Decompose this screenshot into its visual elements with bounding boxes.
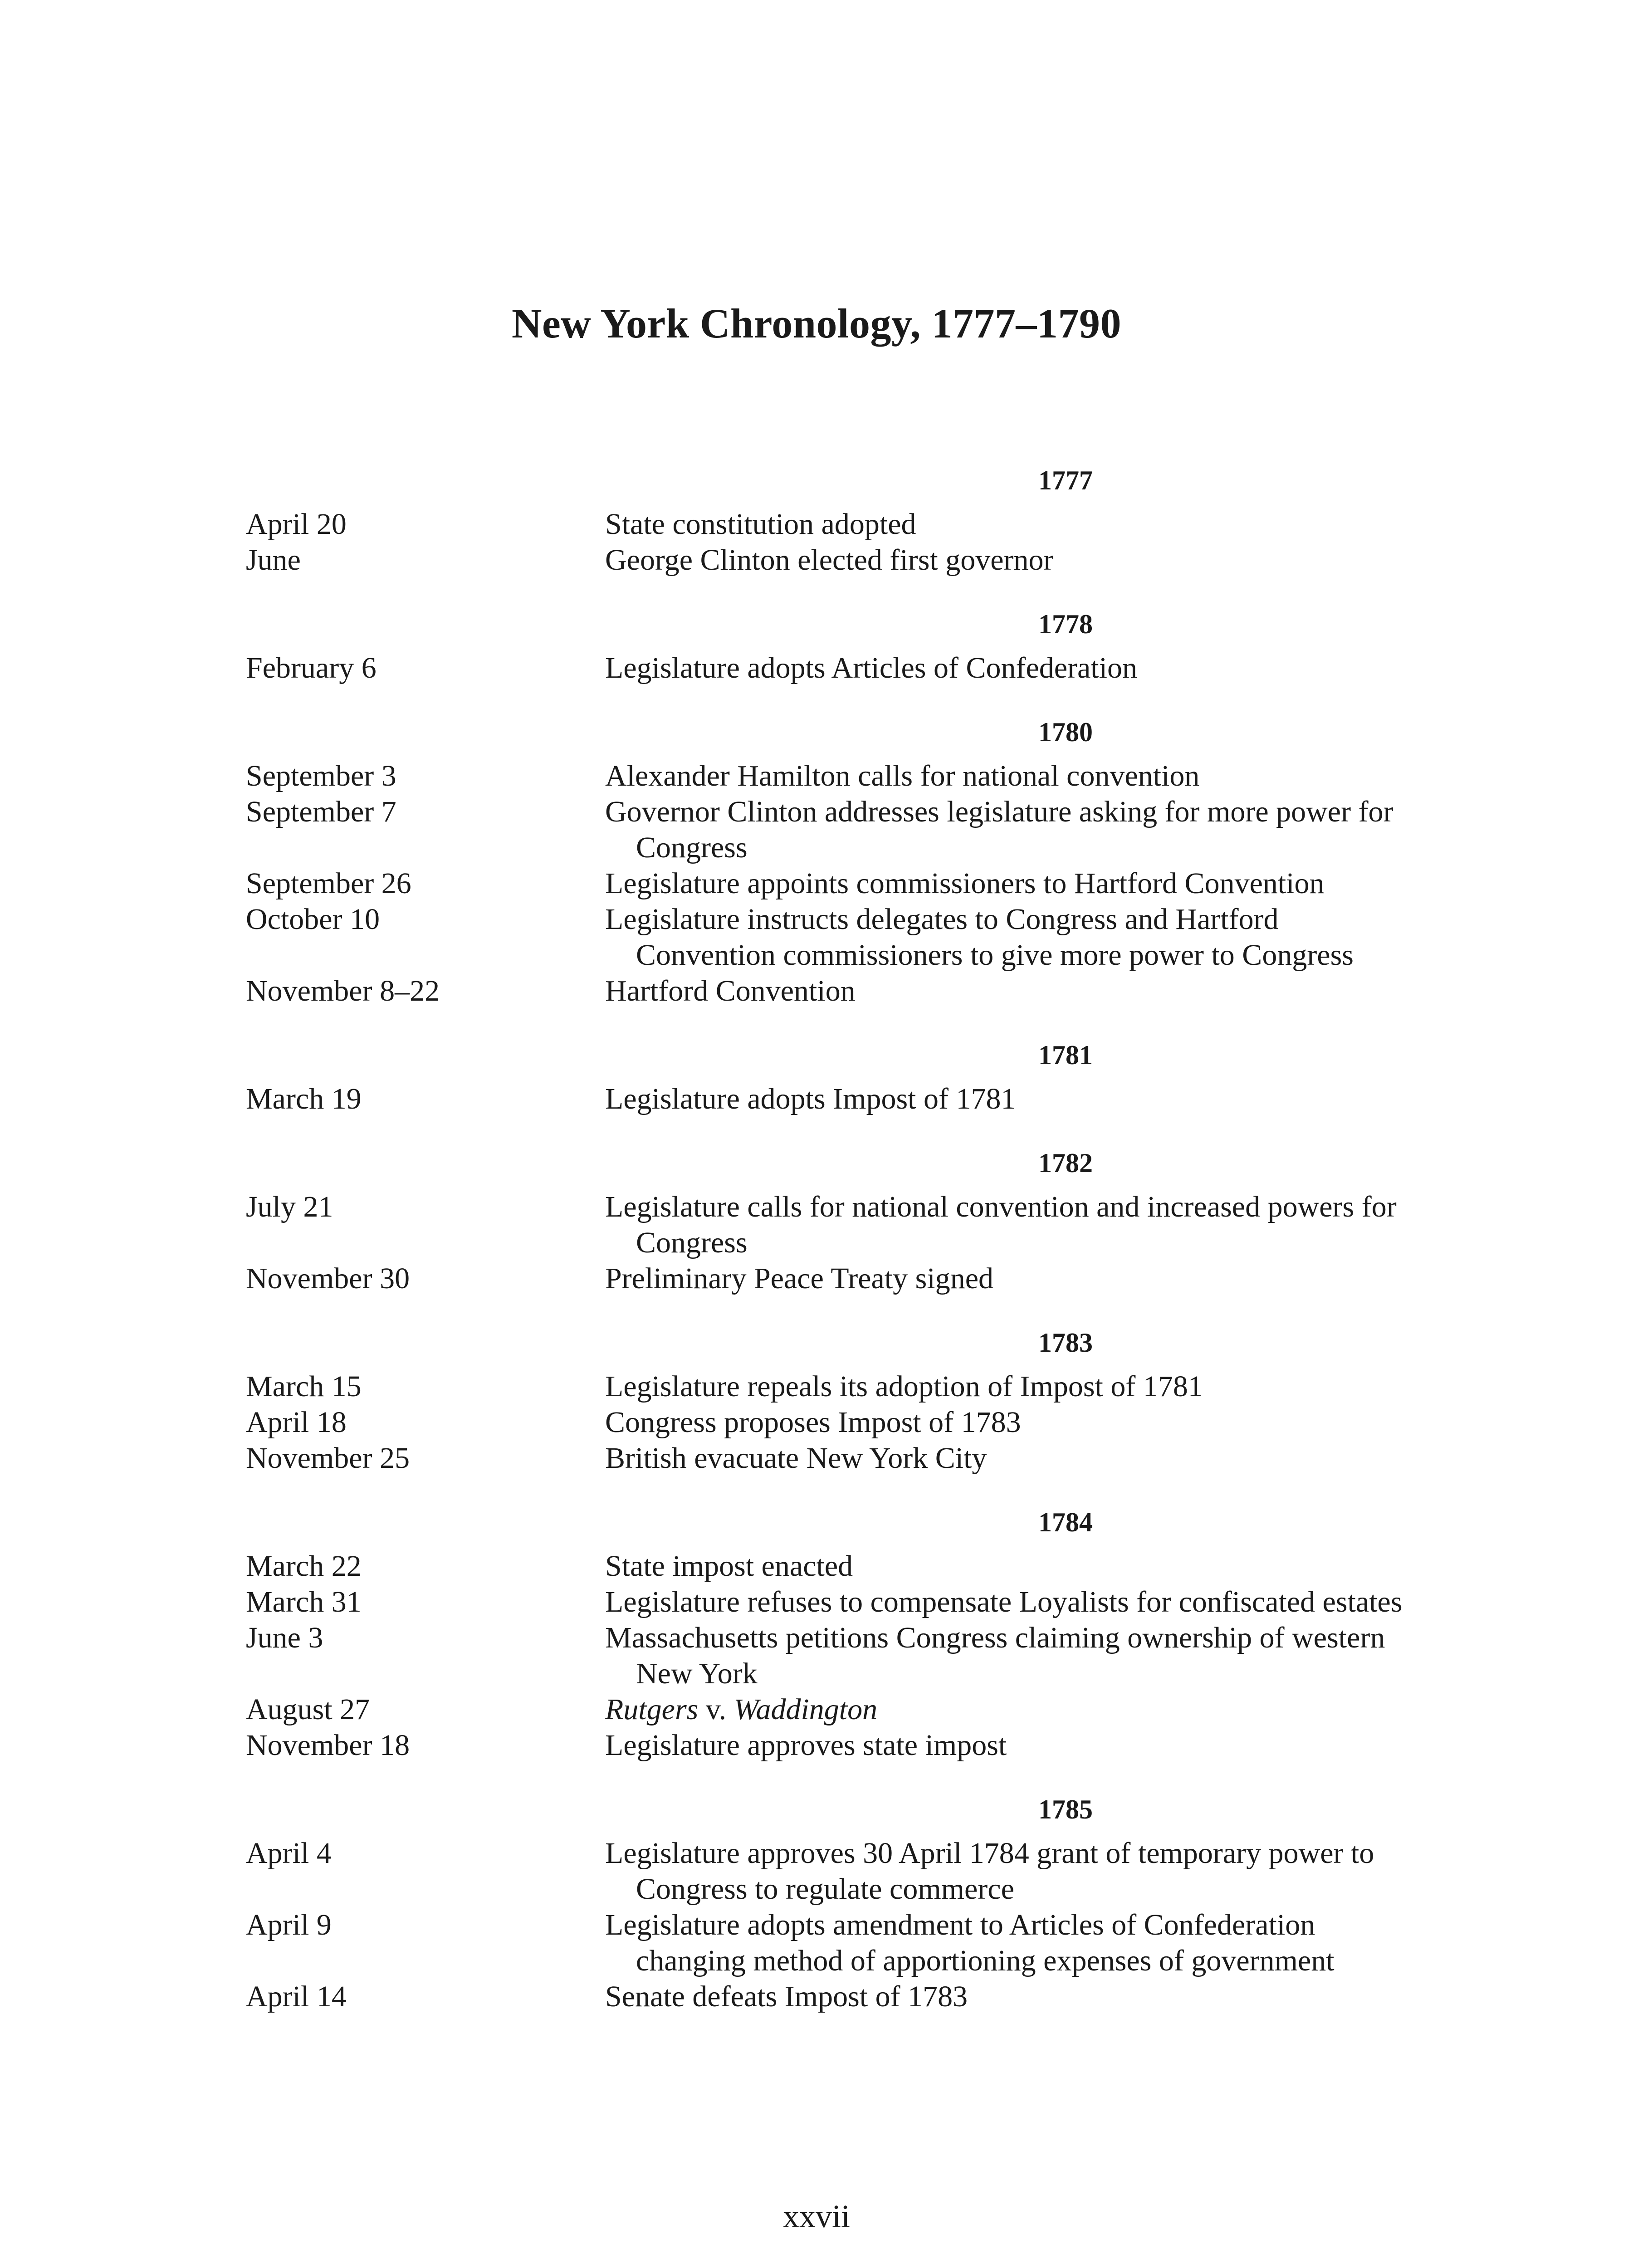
chronology-entry <box>246 794 1407 865</box>
entry-event: Legislature approves state impost <box>605 1729 1007 1762</box>
entry-date: April 9 <box>246 1908 332 1941</box>
chronology-entry <box>246 1979 1407 2014</box>
chronology <box>246 463 1407 2014</box>
entry-event: Legislature adopts amendment to Articles of Confederation changing method of apportioning expenses of government <box>605 1908 1335 1977</box>
page-title: New York Chronology, 1777–1790 <box>512 300 1121 347</box>
entry-date: July 21 <box>246 1190 333 1223</box>
entry-date: April 18 <box>246 1406 347 1439</box>
year-heading: 1782 <box>1038 1148 1093 1178</box>
chronology-entry <box>246 1691 1407 1727</box>
chronology-entry <box>246 1081 1407 1117</box>
entry-date: September 7 <box>246 795 396 828</box>
entry-event: Preliminary Peace Treaty signed <box>605 1262 994 1295</box>
entry-event: Legislature adopts Articles of Confederation <box>605 651 1137 684</box>
entry-date: June <box>246 543 301 577</box>
entry-date: April 14 <box>246 1980 347 2013</box>
entry-event: State constitution adopted <box>605 508 916 541</box>
entry-date: August 27 <box>246 1693 370 1726</box>
entry-event: State impost enacted <box>605 1549 853 1583</box>
year-heading: 1784 <box>1038 1507 1093 1537</box>
chronology-entry <box>246 1261 1407 1296</box>
entry-event: George Clinton elected first governor <box>605 543 1054 577</box>
chronology-entry <box>246 1440 1407 1476</box>
entry-date: April 4 <box>246 1837 332 1870</box>
year-heading: 1780 <box>1038 717 1093 747</box>
chronology-entry <box>246 1584 1407 1620</box>
year-heading: 1783 <box>1038 1328 1093 1358</box>
chronology-entry <box>246 650 1407 686</box>
year-heading: 1781 <box>1038 1040 1093 1070</box>
entry-date: November 8–22 <box>246 974 440 1007</box>
entry-event: Legislature approves 30 April 1784 grant of temporary power to Congress to regulate commerce <box>605 1837 1374 1906</box>
entry-event <box>605 1691 1407 1727</box>
case-party-defendant: Waddington <box>733 1693 878 1726</box>
chronology-entry <box>246 973 1407 1009</box>
year-heading: 1777 <box>1038 465 1093 495</box>
chronology-entry <box>246 1548 1407 1584</box>
chronology-entry <box>246 901 1407 973</box>
entry-date: September 26 <box>246 867 411 900</box>
entry-event: Legislature repeals its adoption of Impost of 1781 <box>605 1370 1203 1403</box>
entry-date: November 30 <box>246 1262 410 1295</box>
entry-event: Hartford Convention <box>605 974 856 1007</box>
chronology-entry <box>246 1189 1407 1261</box>
chronology-entry <box>246 1907 1407 1979</box>
year-heading: 1778 <box>1038 609 1093 639</box>
chronology-entry <box>246 1727 1407 1763</box>
case-versus: v. <box>698 1693 734 1726</box>
entry-date: March 19 <box>246 1082 362 1115</box>
chronology-entry <box>246 1369 1407 1404</box>
entry-event: Legislature instructs delegates to Congress and Hartford Convention commissioners to give more power to Congress <box>605 903 1354 972</box>
entry-date: October 10 <box>246 903 380 936</box>
year-heading: 1785 <box>1038 1794 1093 1824</box>
entry-event: Alexander Hamilton calls for national convention <box>605 759 1200 792</box>
chronology-entry <box>246 542 1407 578</box>
entry-date: June 3 <box>246 1621 323 1654</box>
entry-date: November 18 <box>246 1729 410 1762</box>
chronology-entry <box>246 758 1407 794</box>
entry-event: Governor Clinton addresses legislature asking for more power for Congress <box>605 795 1393 864</box>
entry-event: Legislature calls for national convention and increased powers for Congress <box>605 1190 1397 1259</box>
entry-event: Legislature appoints commissioners to Hartford Convention <box>605 867 1325 900</box>
entry-event: Massachusetts petitions Congress claiming ownership of western New York <box>605 1621 1385 1690</box>
entry-date: April 20 <box>246 508 347 541</box>
entry-event: Legislature refuses to compensate Loyalists for confiscated estates <box>605 1585 1403 1618</box>
entry-date: November 25 <box>246 1442 410 1475</box>
entry-date: September 3 <box>246 759 396 792</box>
entry-event: Senate defeats Impost of 1783 <box>605 1980 968 2013</box>
chronology-entry <box>246 1404 1407 1440</box>
entry-date: February 6 <box>246 651 376 684</box>
case-party-plaintiff: Rutgers <box>605 1693 699 1726</box>
entry-date: March 31 <box>246 1585 362 1618</box>
entry-date: March 22 <box>246 1549 362 1583</box>
chronology-entry <box>246 1620 1407 1691</box>
entry-event: Legislature adopts Impost of 1781 <box>605 1082 1016 1115</box>
page-number: xxvii <box>782 2198 850 2234</box>
entry-event: British evacuate New York City <box>605 1442 987 1475</box>
chronology-entry <box>246 865 1407 901</box>
entry-date: March 15 <box>246 1370 362 1403</box>
chronology-entry <box>246 1835 1407 1907</box>
chronology-entry <box>246 506 1407 542</box>
entry-event: Congress proposes Impost of 1783 <box>605 1406 1021 1439</box>
